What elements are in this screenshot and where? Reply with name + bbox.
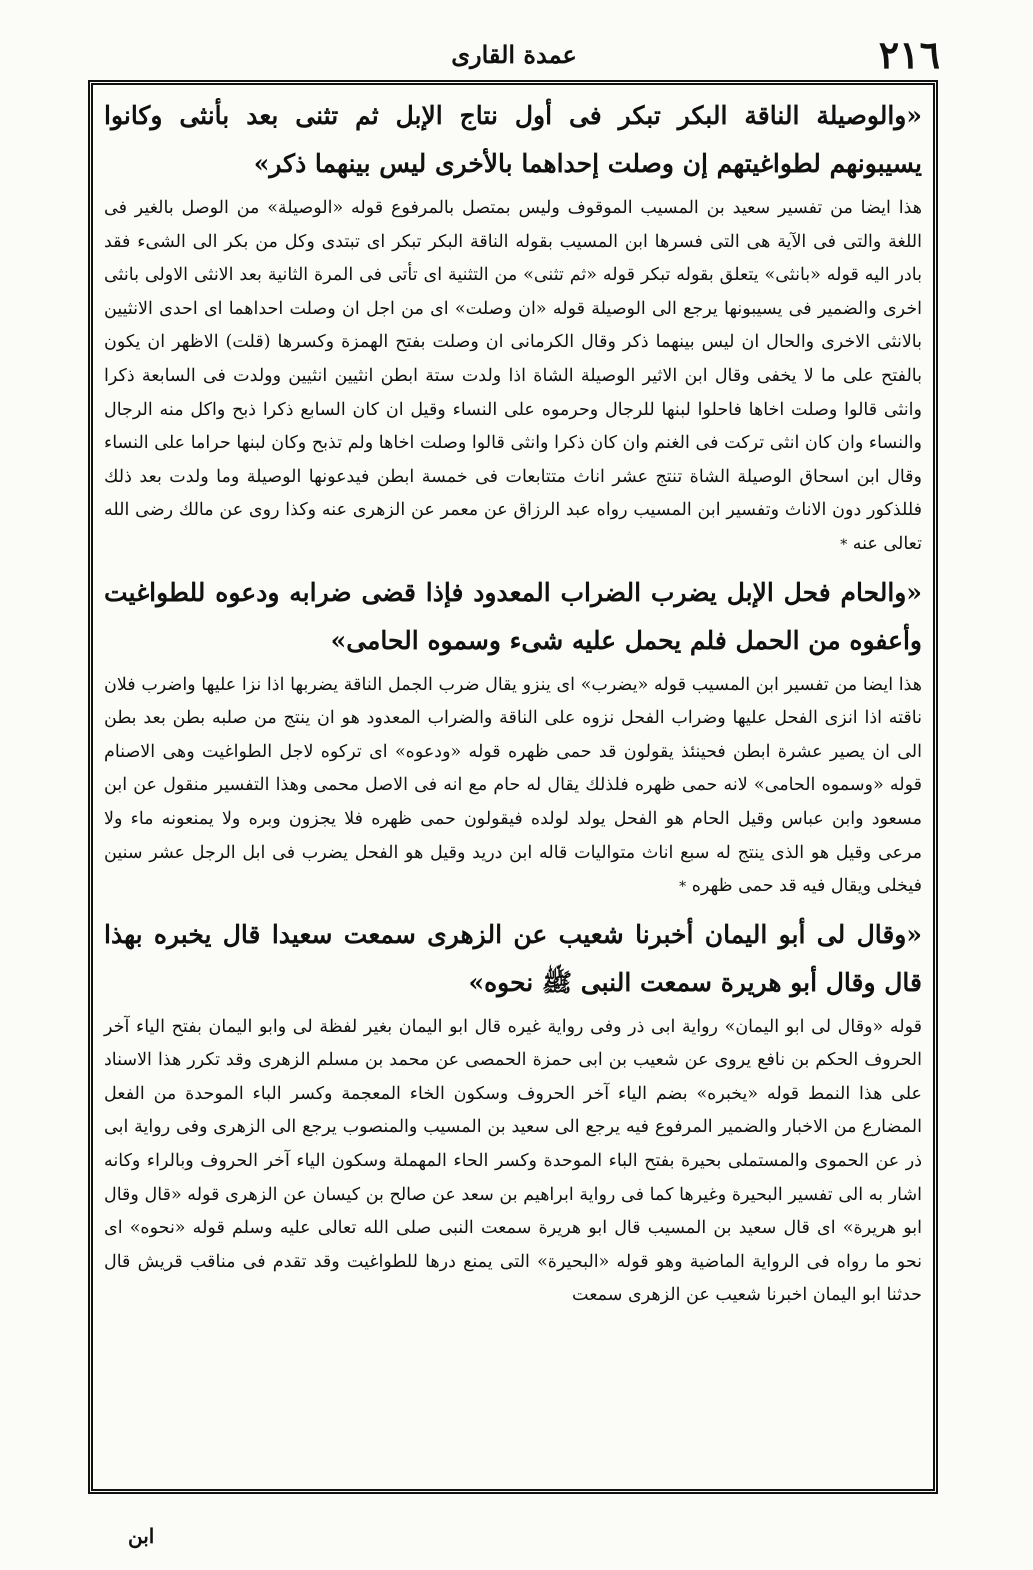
matn-text: «والحام فحل الإبل يضرب الضراب المعدود فإذا قضى ضرابه ودعوه للطواغيت وأعفوه من الحمل فلم يحمل عليه شىء وسموه الحامى» xyxy=(104,577,922,655)
commentary-paragraph xyxy=(104,1011,922,1313)
page-number: ٢١٦ xyxy=(878,32,940,77)
end-mark: * xyxy=(679,879,687,896)
catchword: ابن xyxy=(128,1524,155,1548)
section-wasila xyxy=(104,92,922,563)
commentary-text: هذا ايضا من تفسير سعيد بن المسيب الموقوف وليس بمتصل بالمرفوع قوله «الوصيلة» من الوصل بالغير فى اللغة والتى فى الآية هى التى فسرها ابن المسيب بقوله الناقة البكر تبكر اى تبتدى وكل من بكر الى الشىء فقد بادر اليه قوله «بانثى» يتعلق بقوله تبكر قوله «ثم تثنى» من التثنية اى تأتى فى المرة الثانية بعد الانثى الاولى بانثى اخرى والضمير فى يسيبونها يرجع الى الوصيلة قوله «ان وصلت» اى من اجل ان وصلت احداهما اى احدى الانثيين بالانثى الاخرى والحال ان ليس بينهما ذكر وقال الكرمانى ان وصلت بفتح الهمزة وكسرها (قلت) الاظهر ان يكون بالفتح على ما لا يخفى وقال ابن الاثير الوصيلة الشاة اذا ولدت ستة ابطن انثيين انثيين وولدت فى السابعة ذكرا وانثى قالوا وصلت اخاها فاحلوا لبنها للرجال وحرموه على النساء وقيل ان كان السابع ذكرا ذبح واكل منه الرجال والنساء وان كان انثى تركت فى الغنم وان كان ذكرا وانثى قالوا وصلت اخاها ولم تذبح وكان لبنها حراما على النساء وقال ابن اسحاق الوصيلة الشاة تنتج عشر اناث متتابعات فى خمسة ابطن فيدعونها الوصيلة وما ولدت بعد ذلك فللذكور دون الاناث وتفسير ابن المسيب رواه عبد الرزاق عن معمر عن الزهرى عنه وكذا روى عن مالك رضى الله تعالى عنه xyxy=(104,198,922,554)
page-header xyxy=(88,32,940,78)
matn-text: «وقال لى أبو اليمان أخبرنا شعيب عن الزهرى سمعت سعيدا قال يخبره بهذا قال وقال أبو هريرة سمعت النبى ﷺ نحوه» xyxy=(104,919,922,997)
matn-text: «والوصيلة الناقة البكر تبكر فى أول نتاج الإبل ثم تثنى بعد بأنثى وكانوا يسيبونهم لطواغيتهم إن وصلت إحداهما بالأخرى ليس بينهما ذكر» xyxy=(104,101,922,178)
commentary-paragraph xyxy=(104,669,922,905)
section-ham xyxy=(104,569,922,905)
end-mark: * xyxy=(840,536,848,553)
commentary-text: هذا ايضا من تفسير ابن المسيب قوله «يضرب» اى ينزو يقال ضرب الجمل الناقة يضربها اذا نزا عليها واضرب فلان ناقته اذا انزى الفحل عليها وضراب الفحل نزوه على الناقة والضراب المعدود هو ان ينتج من صلبه بطن بعد بطن الى ان يصير عشرة ابطن فحينئذ يقولون قد حمى ظهره قوله «ودعوه» اى تركوه لاجل الطواغيت وهى الاصنام قوله «وسموه الحامى» لانه حمى ظهره فلذلك يقال له حام مع انه فى الاصل محمى وهذا التفسير منقول عن ابن مسعود وابن عباس وقيل الحام هو الفحل يولد لولده فيقولون حمى ظهره فلا يجزون وبره ولا يمنعونه ماء ولا مرعى وقيل هو الذى ينتج له سبع اناث متواليات قاله ابن دريد وقيل هو الفحل يضرب فى ابل الرجل عشر سنين فيخلى ويقال فيه قد حمى ظهره xyxy=(104,674,922,897)
commentary-text: قوله «وقال لى ابو اليمان» رواية ابى ذر وفى رواية غيره قال ابو اليمان بغير لفظة لى وابو اليمان بفتح الياء آخر الحروف الحكم بن نافع يروى عن شعيب بن ابى حمزة الحمصى عن محمد بن مسلم الزهرى وقد تكرر هذا الاسناد على هذا النمط قوله «يخبره» بضم الياء آخر الحروف وسكون الخاء المعجمة وكسر الباء الموحدة من الفعل المضارع من الاخبار والضمير المرفوع فيه يرجع الى سعيد بن المسيب والمنصوب يرجع الى الزهرى وفى رواية ابى ذر عن الحموى والمستملى بحيرة بفتح الباء الموحدة وكسر الحاء المهملة وسكون الياء آخر الحروف وبالراء وكانه اشار به الى تفسير البحيرة وغيرها كما فى رواية ابراهيم بن سعد عن صالح بن كيسان عن الزهرى قوله «قال وقال ابو هريرة» اى قال سعيد بن المسيب قال ابو هريرة سمعت النبى صلى الله تعالى عليه وسلم قوله «نحوه» اى نحو ما رواه فى الرواية الماضية وهو قوله «البحيرة» التى يمنع درها للطواغيت وقد تقدم فى مناقب قريش قال حدثنا ابو اليمان اخبرنا شعيب عن الزهرى سمعت xyxy=(104,1016,922,1306)
section-abu-al-yaman xyxy=(104,911,922,1313)
running-title: عمدة القارى xyxy=(451,40,577,69)
page-body xyxy=(104,92,922,1319)
commentary-paragraph xyxy=(104,192,922,563)
